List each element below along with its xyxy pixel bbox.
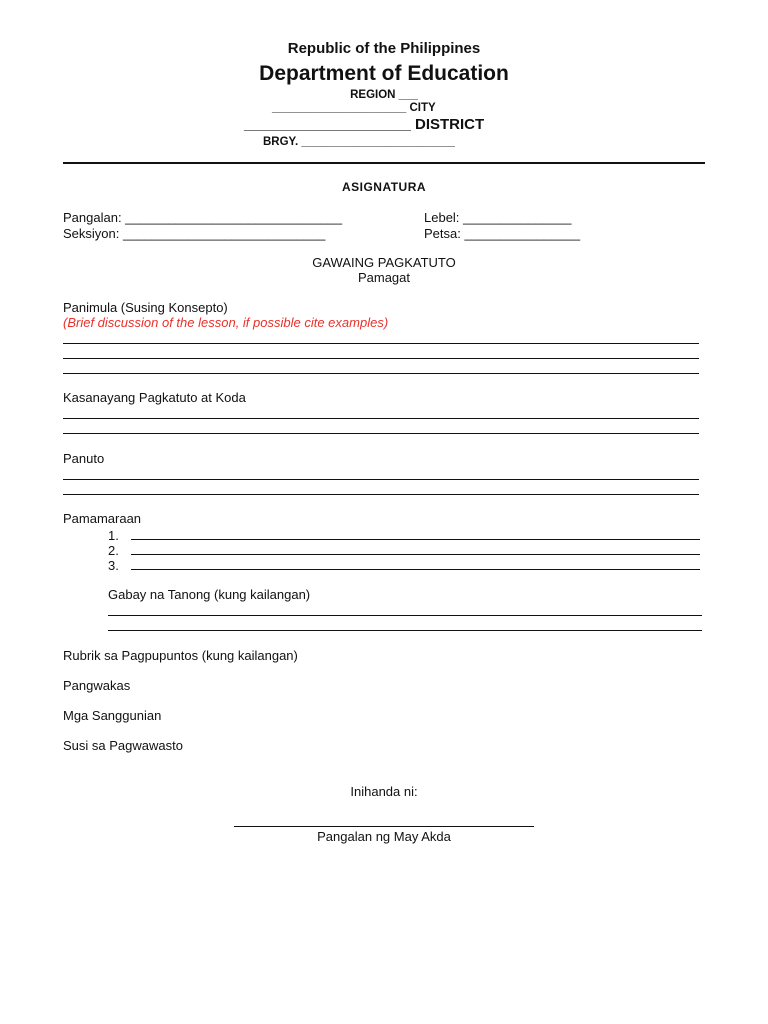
step-line: [131, 569, 700, 570]
step-number: 2.: [108, 543, 119, 558]
answer-line: [63, 343, 699, 344]
district-field: ____________________ DISTRICT: [244, 116, 485, 133]
pangalan-field: Pangalan: ______________________________: [63, 210, 343, 225]
brgy-field: BRGY. ________________________: [263, 136, 455, 148]
pamamaraan-label: Pamamaraan: [63, 511, 142, 526]
susi-label: Susi sa Pagwawasto: [63, 738, 183, 753]
lebel-field: Lebel: _______________: [424, 210, 572, 225]
petsa-field: Petsa: ________________: [424, 226, 581, 241]
answer-line: [63, 479, 699, 480]
answer-line: [63, 433, 699, 434]
author-name-label: Pangalan ng May Akda: [317, 829, 451, 844]
step-number: 3.: [108, 558, 119, 573]
subject-title: ASIGNATURA: [341, 180, 427, 194]
activity-subheading: Pamagat: [357, 270, 411, 285]
rubrik-label: Rubrik sa Pagpupuntos (kung kailangan): [63, 648, 298, 663]
answer-line: [63, 494, 699, 495]
header-divider: [63, 162, 705, 164]
answer-line: [108, 630, 702, 631]
republic-title: Republic of the Philippines: [287, 40, 481, 57]
prepared-by-label: Inihanda ni:: [350, 784, 418, 799]
step-line: [131, 539, 700, 540]
step-number: 1.: [108, 528, 119, 543]
kasanayan-label: Kasanayang Pagkatuto at Koda: [63, 390, 246, 405]
panimula-hint: (Brief discussion of the lesson, if possible cite examples): [63, 315, 389, 330]
pangwakas-label: Pangwakas: [63, 678, 131, 693]
department-title: Department of Education: [259, 62, 509, 85]
answer-line: [108, 615, 702, 616]
signature-line: [234, 826, 534, 827]
answer-line: [63, 358, 699, 359]
answer-line: [63, 418, 699, 419]
step-line: [131, 554, 700, 555]
activity-heading: GAWAING PAGKATUTO: [312, 255, 456, 270]
gabay-label: Gabay na Tanong (kung kailangan): [108, 587, 311, 602]
city-field: _____________________ CITY: [272, 102, 436, 114]
sanggunian-label: Mga Sanggunian: [63, 708, 162, 723]
answer-line: [63, 373, 699, 374]
region-field: REGION ___: [350, 89, 418, 101]
seksiyon-field: Seksiyon: ____________________________: [63, 226, 326, 241]
panimula-label: Panimula (Susing Konsepto): [63, 300, 228, 315]
panuto-label: Panuto: [63, 451, 105, 466]
